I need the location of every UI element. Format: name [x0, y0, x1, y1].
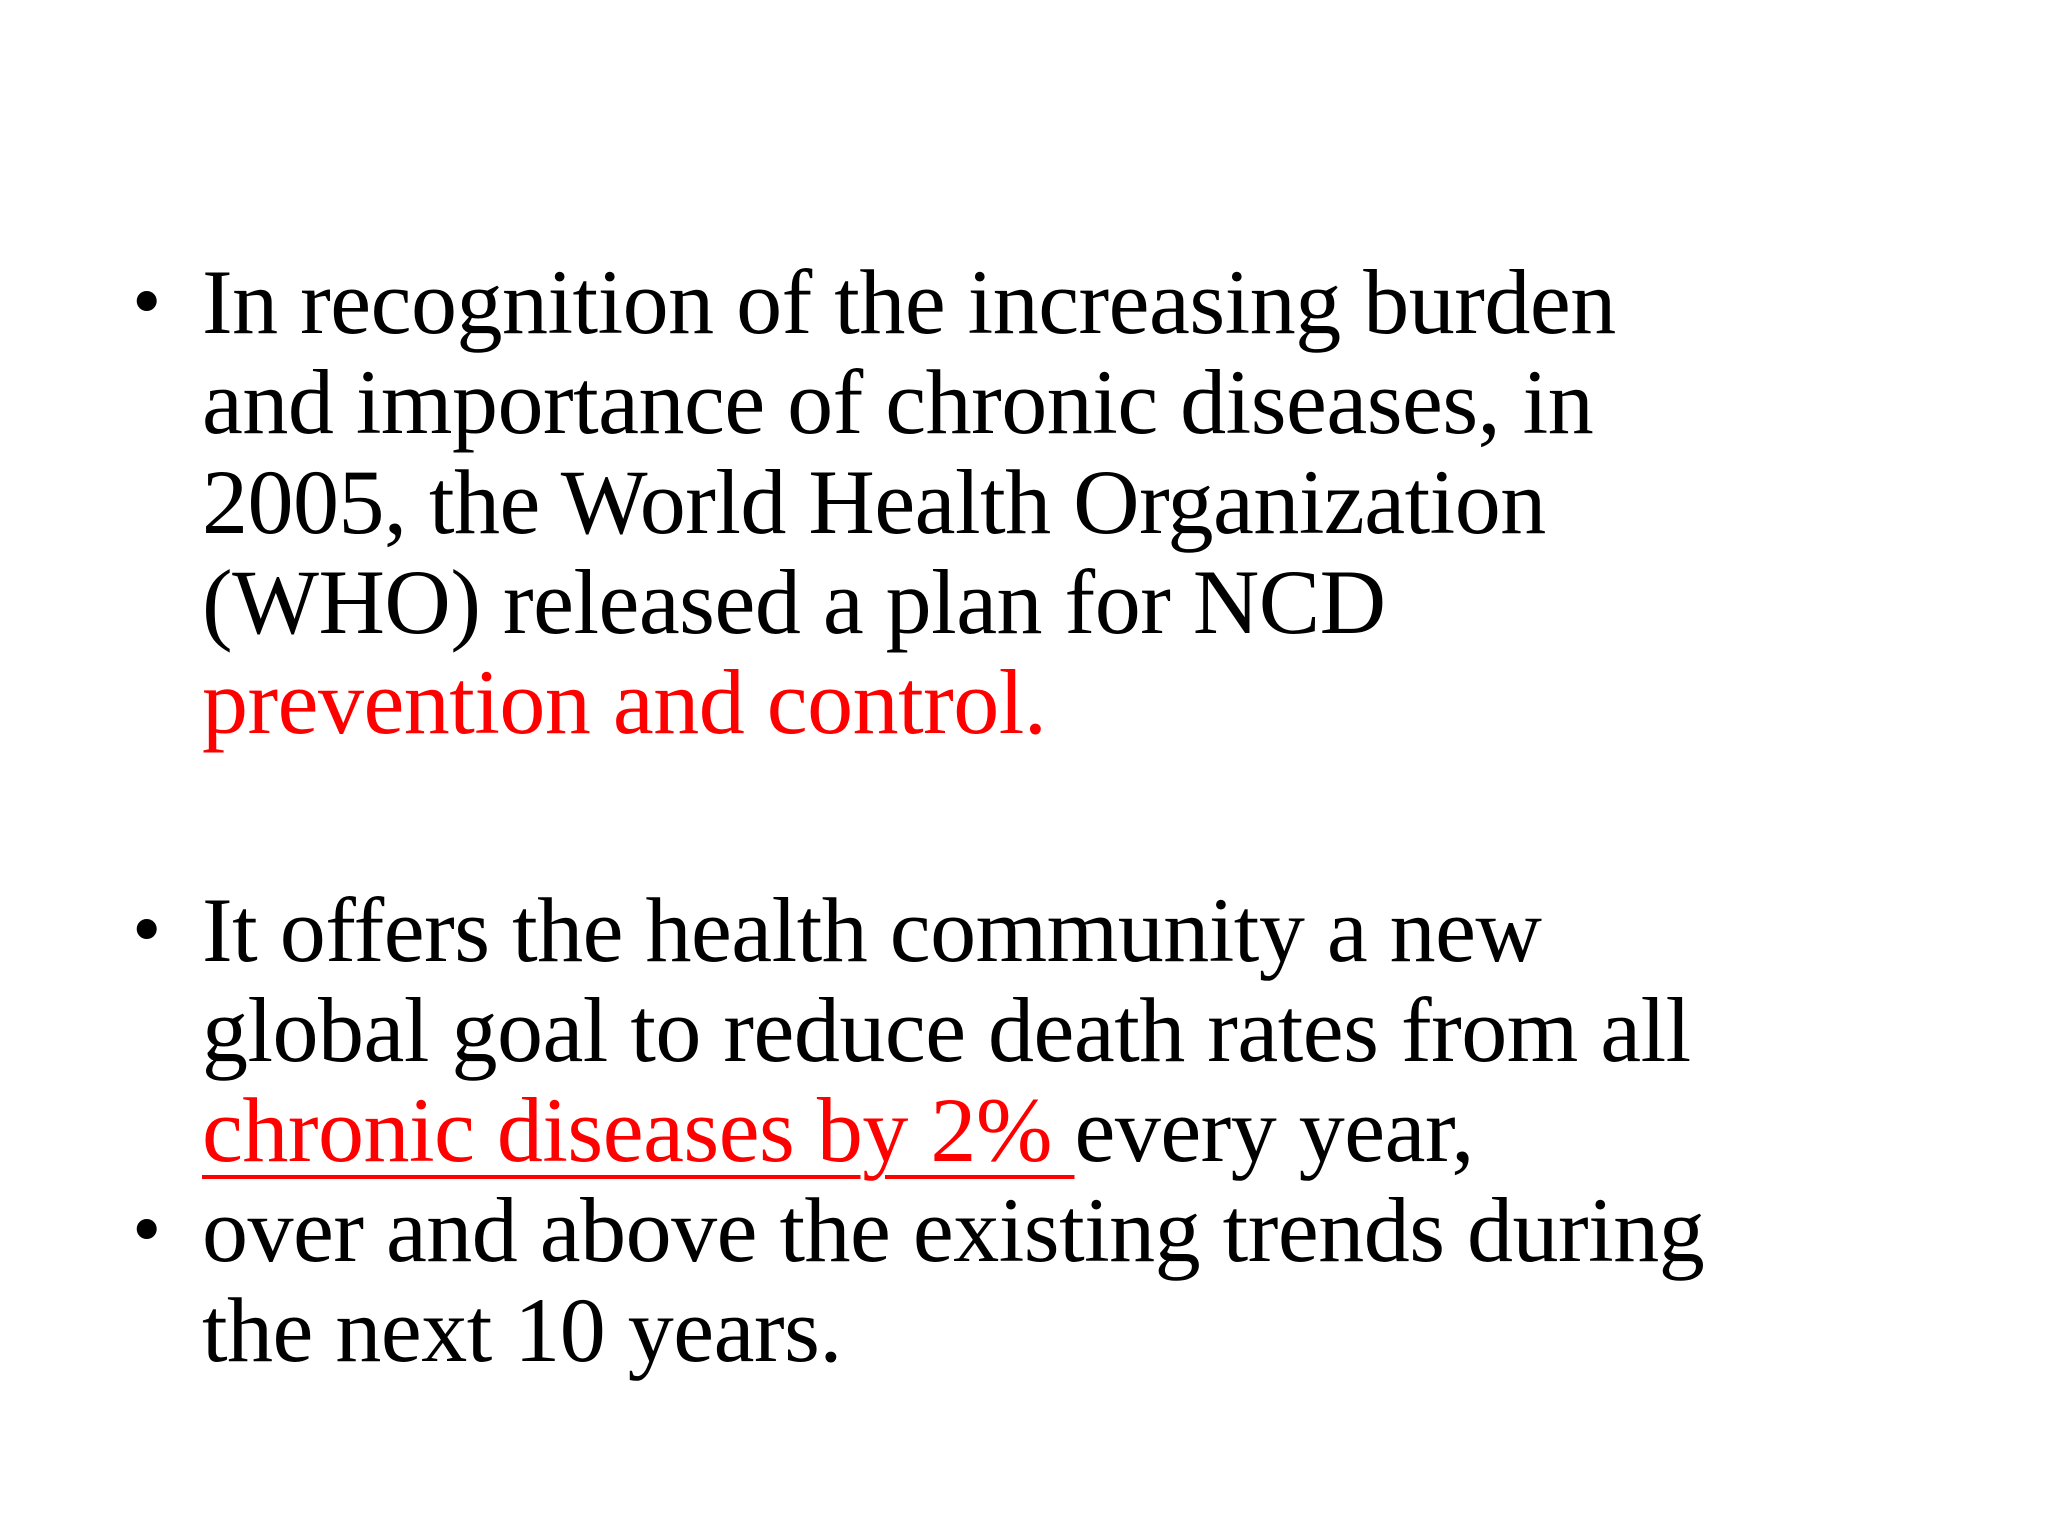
- bullet-1-text: In recognition of the increasing burden and importance of chronic diseases, in 2005, the World Health Organization (WHO) released a plan for NCD: [202, 251, 1616, 653]
- bullet-3-text: over and above the existing trends during the next 10 years.: [202, 1179, 1705, 1381]
- bullet-1-highlight: prevention and control.: [202, 651, 1047, 753]
- bullet-dot-icon: •: [132, 883, 161, 976]
- bullet-item-1: [120, 252, 1760, 752]
- bullet-item-2: [120, 880, 1760, 1180]
- bullet-2-tail: every year,: [1074, 1079, 1474, 1181]
- bullet-item-3: [120, 1180, 1760, 1380]
- bullet-list: [120, 252, 1760, 1380]
- bullet-2-text: It offers the health community a new global goal to reduce death rates from all: [202, 879, 1691, 1081]
- bullet-dot-icon: •: [132, 255, 161, 348]
- bullet-2-highlight: chronic diseases by 2%: [202, 1079, 1075, 1181]
- bullet-dot-icon: •: [132, 1183, 161, 1276]
